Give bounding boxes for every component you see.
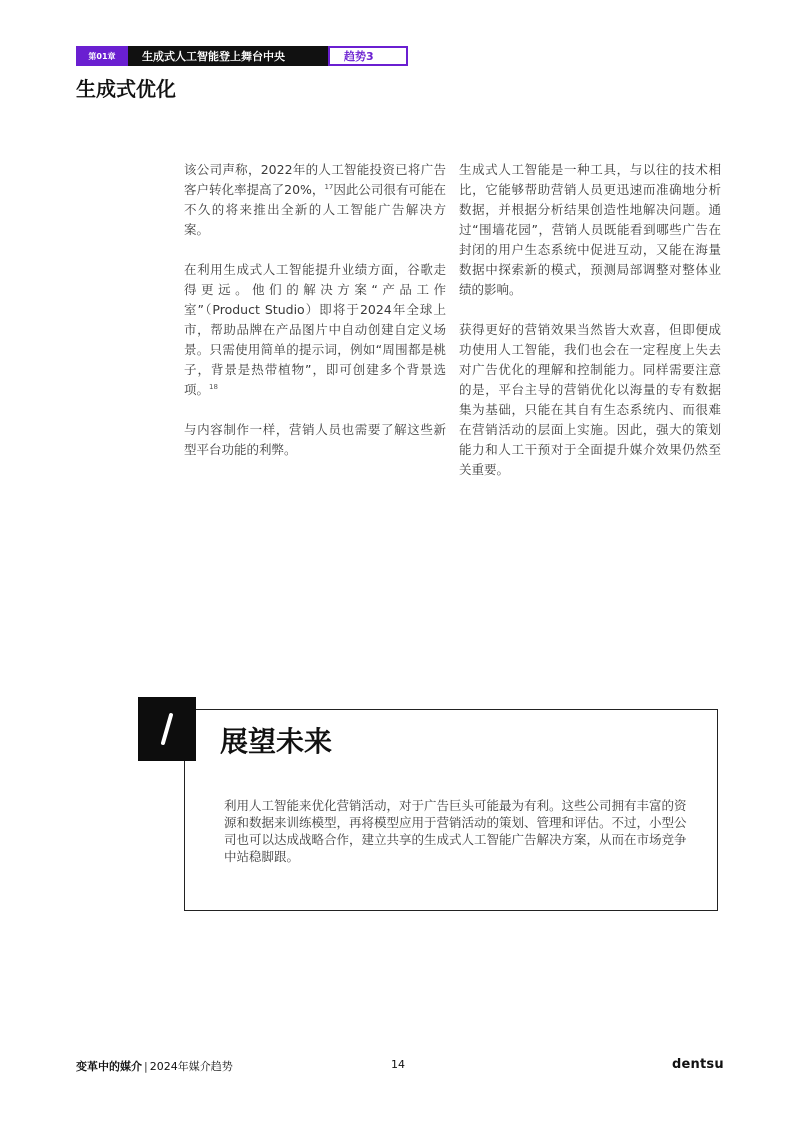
paragraph-text: 该公司声称，2022年的人工智能投资已将广告客户转化率提高了20%，: [184, 162, 446, 197]
footer-separator: |: [144, 1060, 148, 1073]
paragraph-text: 与内容制作一样，营销人员也需要了解这些新型平台功能的利弊。: [184, 422, 446, 457]
footnote-ref: 18: [209, 382, 218, 391]
right-column: [459, 160, 721, 480]
dentsu-logo: dentsu: [672, 1057, 724, 1072]
section-title: 生成式优化: [76, 77, 176, 101]
chapter-tag: 第01章: [76, 46, 128, 66]
footnote-ref: 17: [324, 182, 334, 191]
trend-tag: 趋势3: [328, 46, 408, 66]
outlook-badge: [138, 697, 196, 761]
footer-title: [76, 1058, 233, 1074]
paragraph: [184, 160, 446, 240]
paragraph: 生成式人工智能是一种工具，与以往的技术相比，它能够帮助营销人员更迅速而准确地分析数据，并根据分析结果创造性地解决问题。通过“围墙花园”，营销人员既能看到哪些广告在封闭的用户生态系统中促进互动，又能在海量数据中探索新的模式，预测局部调整对整体业绩的影响。: [459, 162, 721, 297]
paragraph: [184, 260, 446, 400]
outlook-title: 展望未来: [220, 725, 333, 758]
outlook-body: 利用人工智能来优化营销活动，对于广告巨头可能最为有利。这些公司拥有丰富的资源和数据来训练模型，再将模型应用于营销活动的策划、管理和评估。不过，小型公司也可以达成战略合作，建立共享的生成式人工智能广告解决方案，从而在市场竞争中站稳脚跟。: [224, 798, 687, 864]
chapter-title: 生成式人工智能登上舞台中央: [128, 46, 328, 66]
footer-title-b: 2024年媒介趋势: [149, 1060, 233, 1073]
paragraph: [184, 420, 446, 460]
paragraph-text: 因此公司很有可能在不久的将来推出全新的人工智能广告解决方案。: [184, 182, 446, 237]
paragraph-text: 在利用生成式人工智能提升业绩方面，谷歌走得更远。他们的解决方案“产品工作室”（Product Studio）即将于2024年全球上市，帮助品牌在产品图片中自动创建自定义场景。只需使用简单的提示词，例如“周围都是桃子，背景是热带植物”，即可创建多个背景选项。: [184, 262, 446, 397]
page-number: 14: [391, 1058, 405, 1071]
chapter-header: [76, 46, 408, 66]
footer-title-a: 变革中的媒介: [76, 1060, 142, 1073]
paragraph: 获得更好的营销效果当然皆大欢喜，但即便成功使用人工智能，我们也会在一定程度上失去对广告优化的理解和控制能力。同样需要注意的是，平台主导的营销优化以海量的专有数据集为基础，只能在其自有生态系统内、而很难在营销活动的层面上实施。因此，强大的策划能力和人工干预对于全面提升媒介效果仍然至关重要。: [459, 322, 721, 477]
slash-icon: [152, 709, 182, 749]
left-column: [184, 160, 446, 460]
